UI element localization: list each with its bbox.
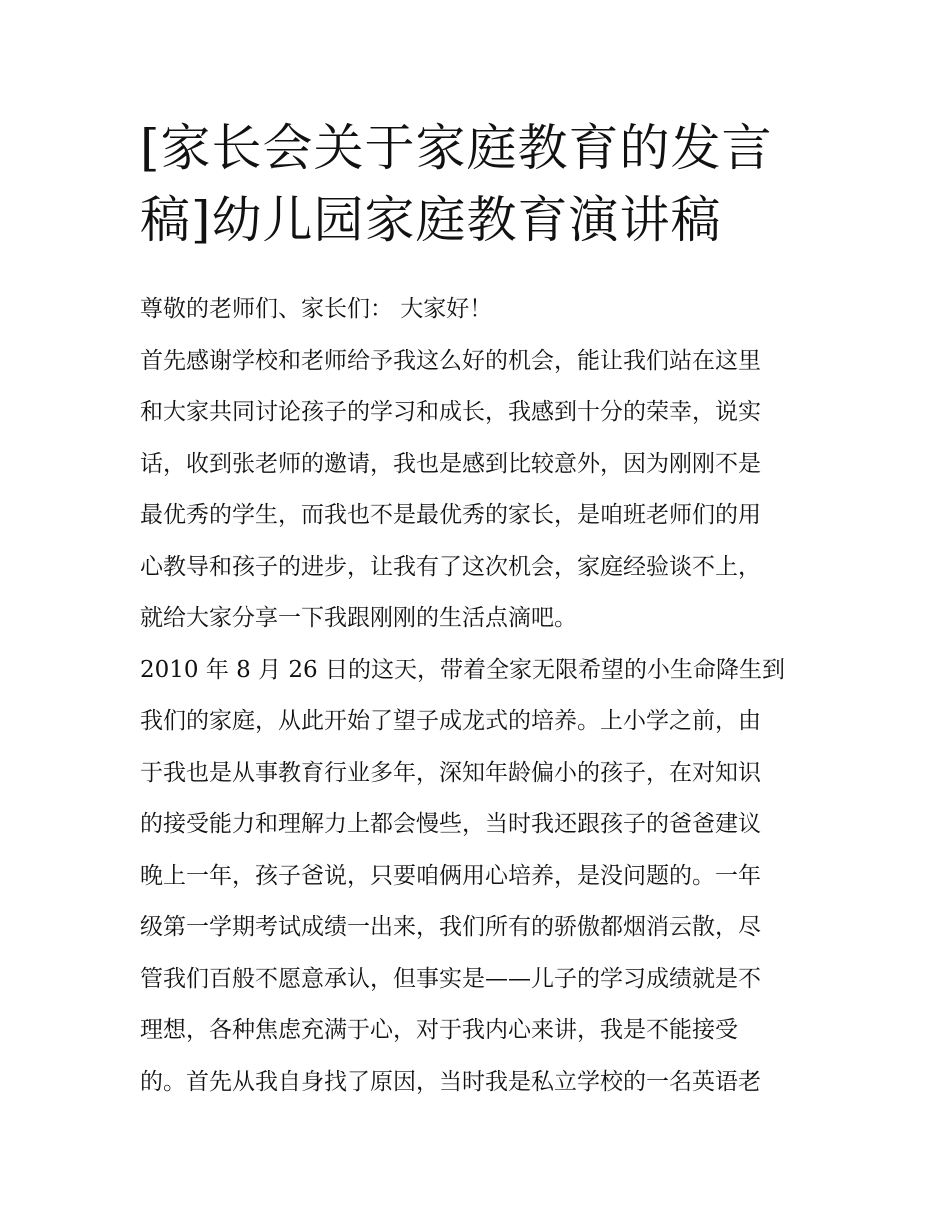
body-line: 的。首先从我自身找了原因，当时我是私立学校的一名英语老 [140, 1068, 761, 1095]
body-line: 话，收到张老师的邀请，我也是感到比较意外，因为刚刚不是 [140, 450, 761, 477]
body-line: 2010 年 8 月 26 日的这天，带着全家无限希望的小生命降生到 [140, 656, 785, 683]
body-line: 于我也是从事教育行业多年，深知年龄偏小的孩子，在对知识 [140, 759, 761, 786]
title-line-2: 稿]幼儿园家庭教育演讲稿 [140, 191, 722, 249]
body-line: 管我们百般不愿意承认，但事实是——儿子的学习成绩就是不 [140, 965, 761, 992]
title-line-1: [家长会关于家庭教育的发言 [140, 119, 773, 177]
body-line: 和大家共同讨论孩子的学习和成长，我感到十分的荣幸，说实 [140, 399, 761, 425]
document-body [140, 284, 820, 1108]
body-line: 的接受能力和理解力上都会慢些，当时我还跟孩子的爸爸建议 [140, 811, 761, 837]
body-line: 最优秀的学生，而我也不是最优秀的家长，是咱班老师们的用 [140, 502, 761, 528]
body-line: 理想，各种焦虑充满于心，对于我内心来讲，我是不能接受 [140, 1017, 738, 1043]
body-line: 晚上一年，孩子爸说，只要咱俩用心培养，是没问题的。一年 [140, 862, 761, 889]
body-line: 首先感谢学校和老师给予我这么好的机会，能让我们站在这里 [140, 347, 761, 374]
body-line: 就给大家分享一下我跟刚刚的生活点滴吧。 [140, 605, 577, 631]
body-line: 我们的家庭，从此开始了望子成龙式的培养。上小学之前，由 [140, 708, 761, 734]
body-line: 级第一学期考试成绩一出来，我们所有的骄傲都烟消云散，尽 [140, 914, 761, 940]
greeting-line: 尊敬的老师们、家长们： 大家好！ [140, 296, 493, 322]
body-line: 心教导和孩子的进步，让我有了这次机会，家庭经验谈不上， [140, 553, 761, 580]
document-title [140, 112, 820, 256]
